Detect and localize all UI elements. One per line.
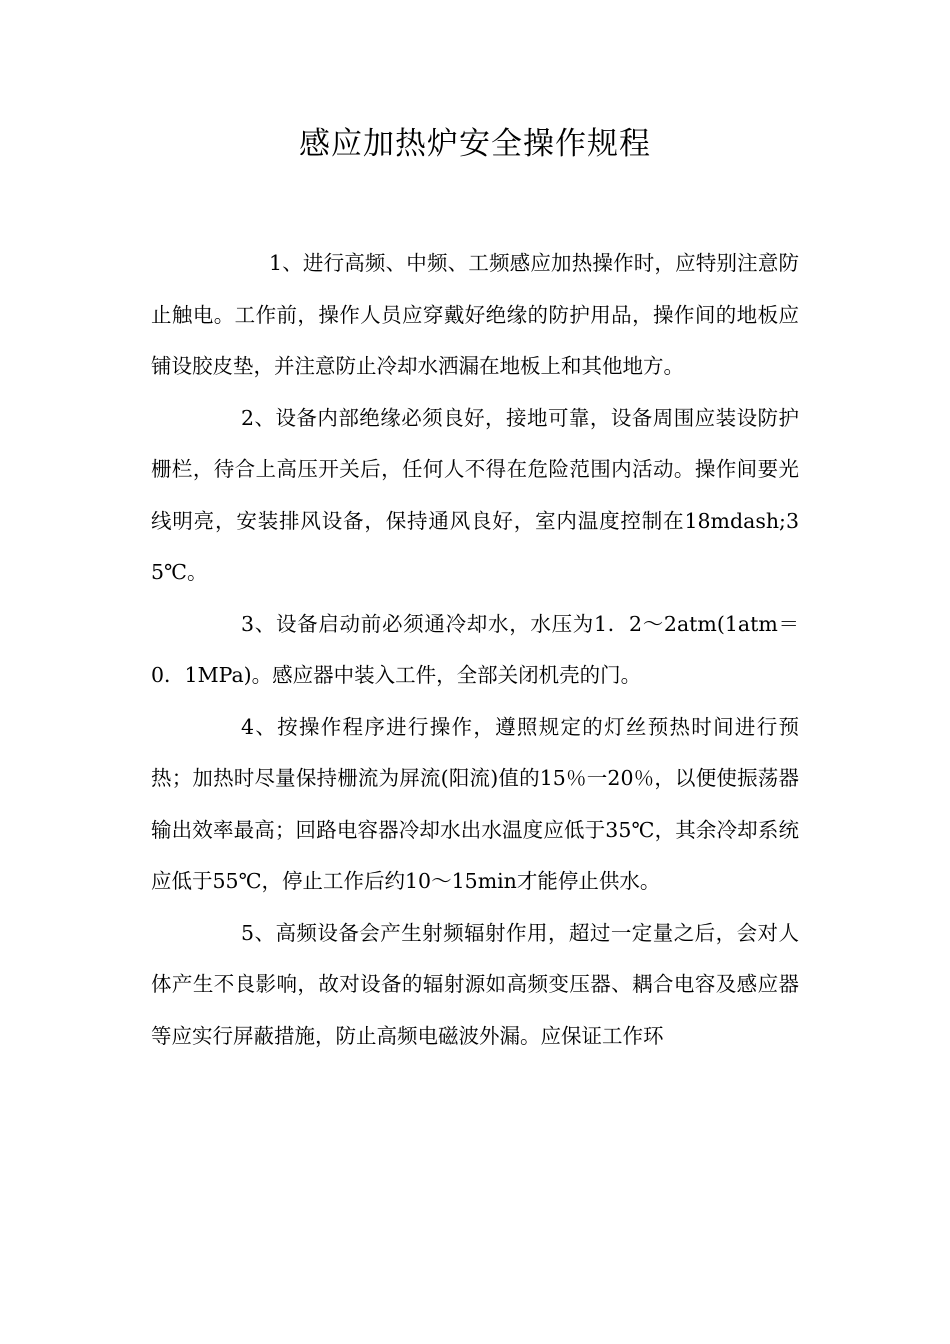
paragraph-3: 3、设备启动前必须通冷却水，水压为1．2～2atm(1atm＝0．1MPa)。感应器中装入工件，全部关闭机壳的门。 bbox=[151, 611, 799, 687]
paragraph-4: 4、按操作程序进行操作，遵照规定的灯丝预热时间进行预热；加热时尽量保持栅流为屏流(阳流)值的15％一20％，以便使振荡器输出效率最高；回路电容器冷却水出水温度应低于35℃，其余冷却系统应低于55℃，停止工作后约10～15min才能停止供水。 bbox=[151, 714, 799, 893]
document-title: 感应加热炉安全操作规程 bbox=[299, 126, 651, 162]
paragraph-2: 2、设备内部绝缘必须良好，接地可靠，设备周围应装设防护栅栏，待合上高压开关后，任何人不得在危险范围内活动。操作间要光线明亮，安装排风设备，保持通风良好，室内温度控制在18mdash;35℃。 bbox=[151, 405, 799, 584]
paragraph-1: 1、进行高频、中频、工频感应加热操作时，应特别注意防止触电。工作前，操作人员应穿戴好绝缘的防护用品，操作间的地板应铺设胶皮垫，并注意防止冷却水洒漏在地板上和其他地方。 bbox=[151, 251, 799, 378]
paragraph-5: 5、高频设备会产生射频辐射作用，超过一定量之后，会对人体产生不良影响，故对设备的辐射源如高频变压器、耦合电容及感应器等应实行屏蔽措施，防止高频电磁波外漏。应保证工作环 bbox=[151, 920, 799, 1048]
document-body bbox=[151, 238, 799, 1062]
